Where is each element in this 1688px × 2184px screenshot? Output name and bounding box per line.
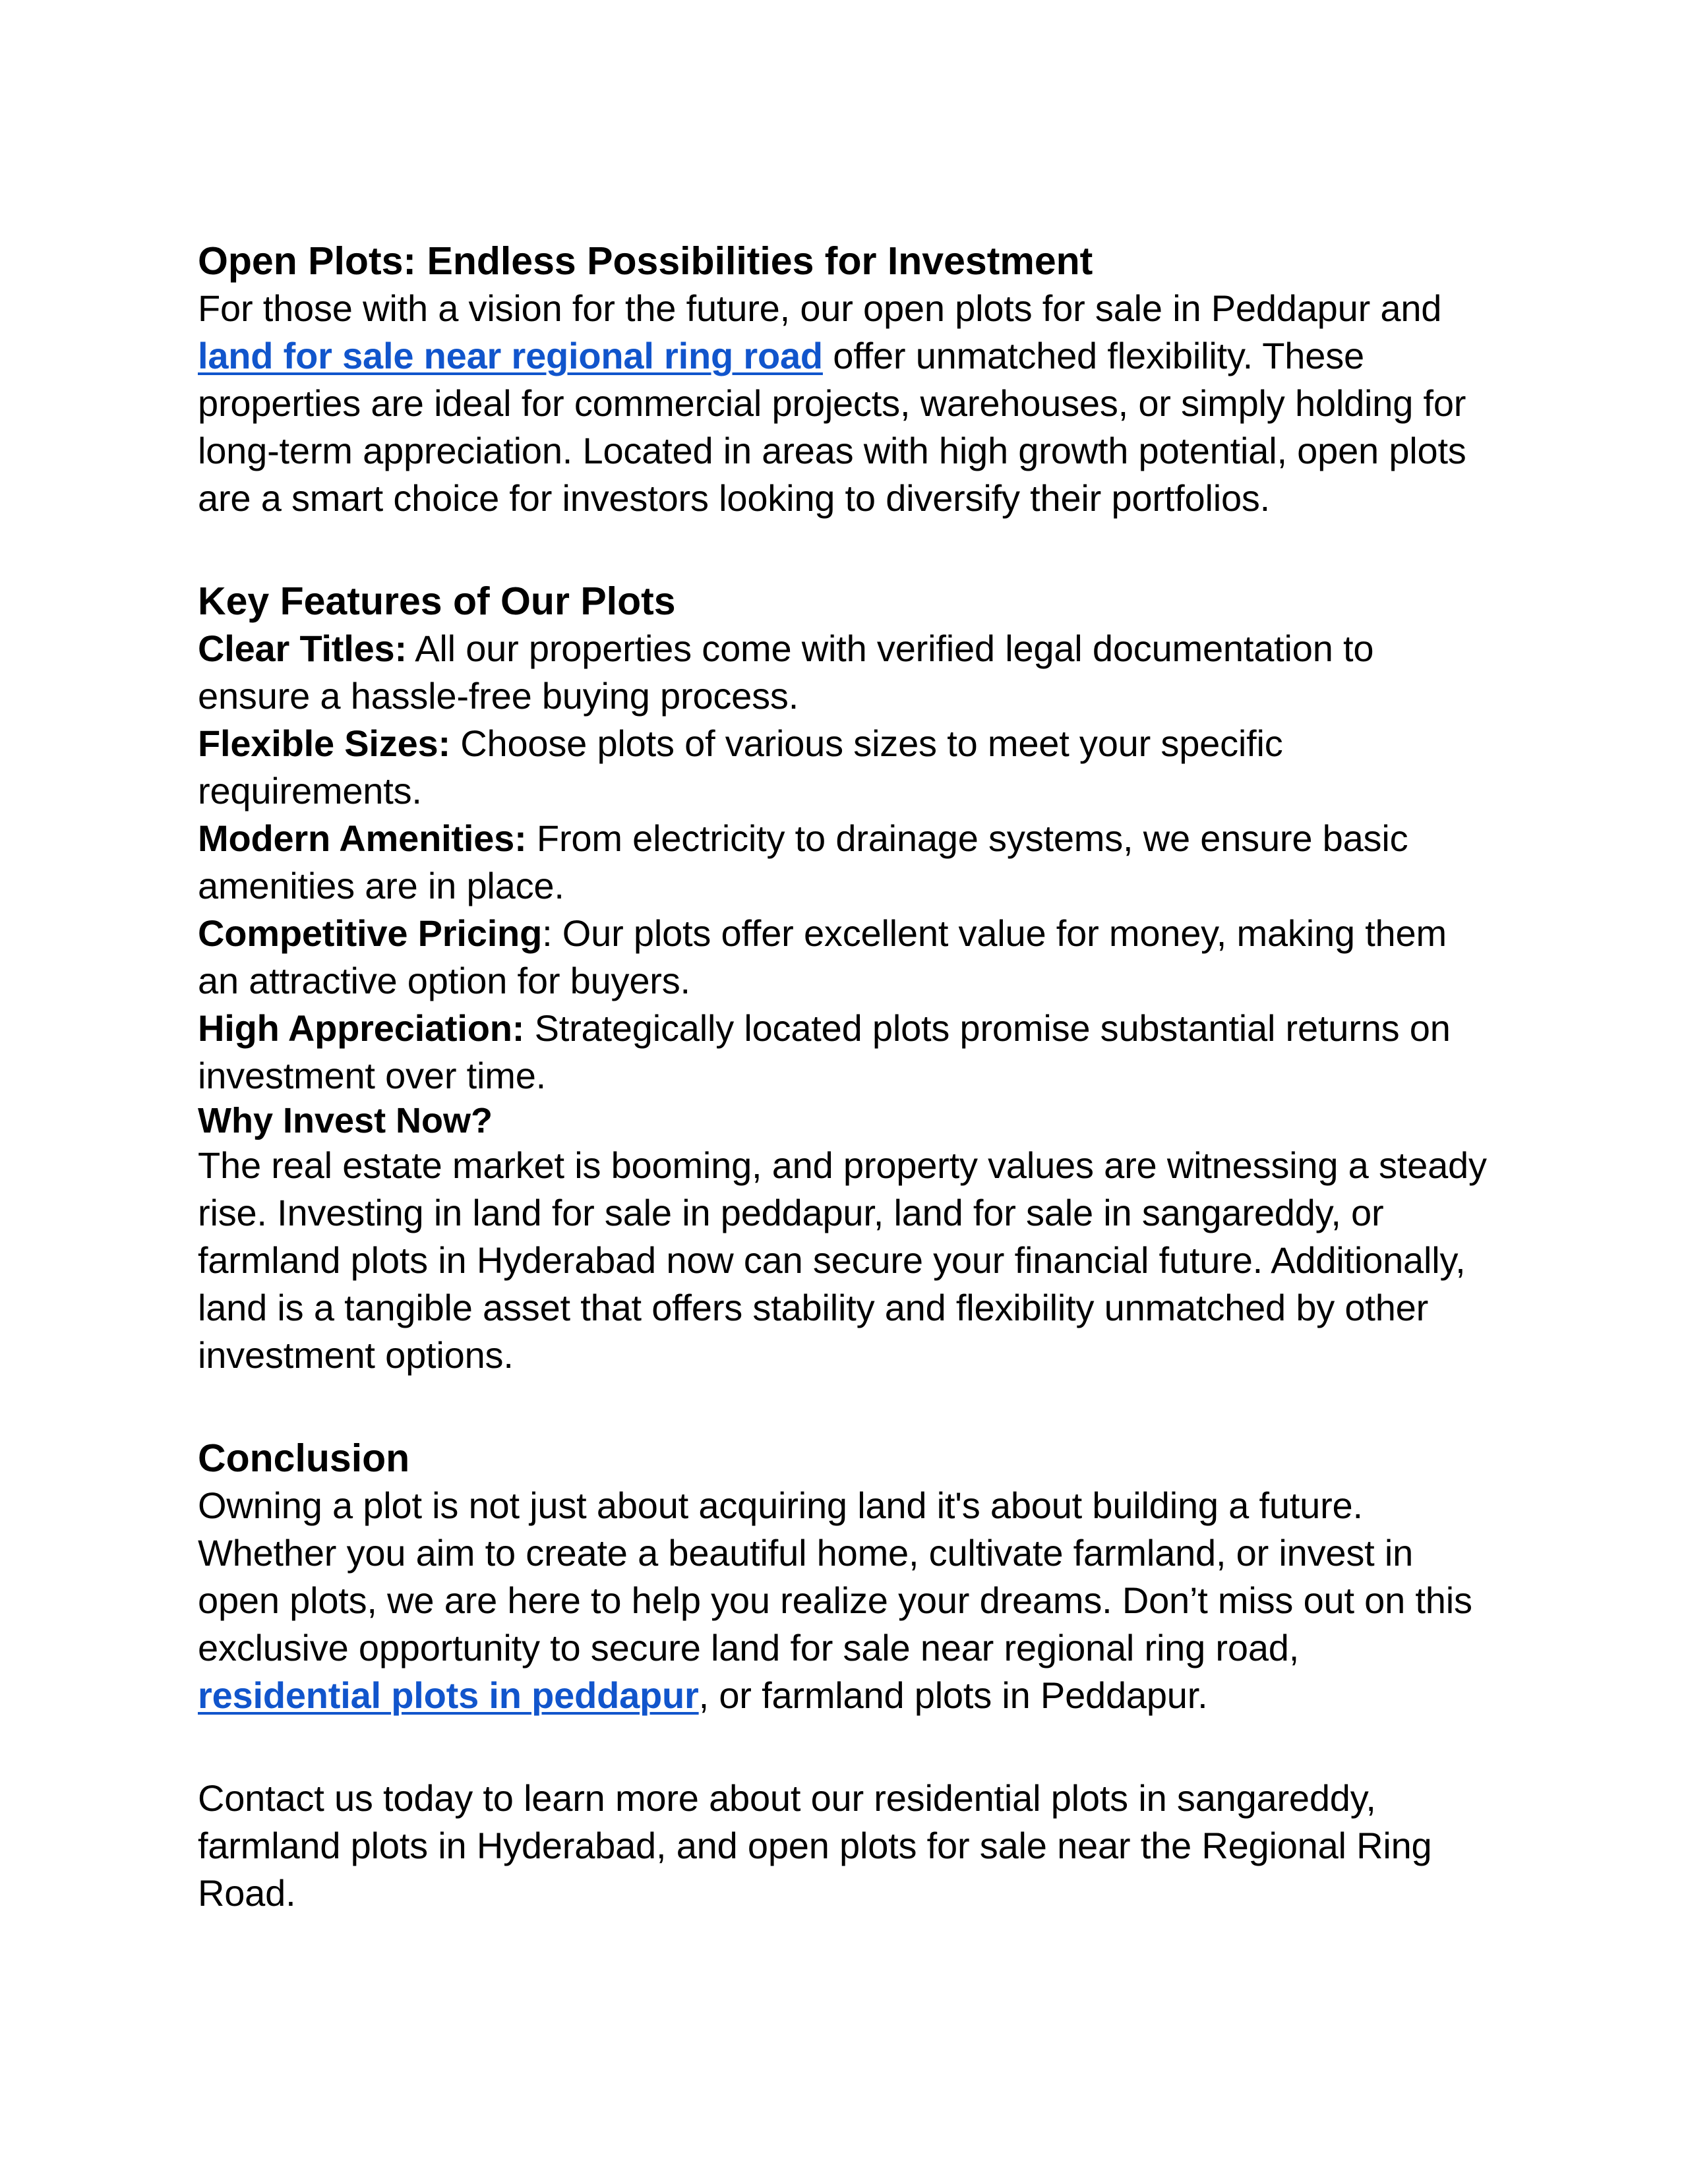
feature-text: All our properties come with verified legal documentation to ensure a hassle-free buying process. xyxy=(198,628,1374,717)
feature-item xyxy=(198,1005,1490,1100)
feature-item xyxy=(198,815,1490,910)
conclusion-paragraph xyxy=(198,1482,1490,1719)
why-invest-paragraph: The real estate market is booming, and property values are witnessing a steady rise. Investing in land for sale in peddapur, land for sale in sangareddy, or farmland plots in Hyderabad now can secure your financial future. Additionally, land is a tangible asset that offers stability and flexibility unmatched by other investment options. xyxy=(198,1144,1487,1376)
open-plots-heading: Open Plots: Endless Possibilities for Investment xyxy=(198,239,1093,283)
open-plots-text-end: offer unmatched flexibility. These properties are ideal for commercial projects, warehouses, or simply holding for long-term appreciation. Located in areas with high growth potential, open plots are a smart choice for investors looking to diversify their portfolios. xyxy=(198,335,1466,519)
why-invest-heading: Why Invest Now? xyxy=(198,1101,493,1140)
contact-paragraph: Contact us today to learn more about our residential plots in sangareddy, farmland plots in Hyderabad, and open plots for sale near the Regional Ring Road. xyxy=(198,1777,1432,1914)
conclusion-heading: Conclusion xyxy=(198,1436,410,1480)
feature-label: Modern Amenities: xyxy=(198,817,527,859)
feature-label: High Appreciation: xyxy=(198,1007,525,1049)
residential-plots-peddapur-link[interactable]: residential plots in peddapur xyxy=(198,1674,699,1716)
document-page xyxy=(198,237,1490,1917)
feature-text: Strategically located plots promise substantial returns on investment over time. xyxy=(198,1007,1451,1096)
spacer xyxy=(198,522,1490,577)
feature-item xyxy=(198,910,1490,1005)
open-plots-text-start: For those with a vision for the future, our open plots for sale in Peddapur and xyxy=(198,287,1442,329)
feature-text: Choose plots of various sizes to meet your specific requirements. xyxy=(198,723,1283,812)
feature-item xyxy=(198,720,1490,815)
feature-label: Clear Titles: xyxy=(198,628,407,669)
feature-text: From electricity to drainage systems, we ensure basic amenities are in place. xyxy=(198,817,1408,906)
spacer xyxy=(198,1379,1490,1434)
feature-label: Competitive Pricing xyxy=(198,912,543,954)
conclusion-text-start: Owning a plot is not just about acquiring land it's about building a future. Whether you aim to create a beautiful home, cultivate farmland, or invest in open plots, we are here to help you realize your dreams. Don’t miss out on this exclusive opportunity to secure land for sale near regional ring road, xyxy=(198,1485,1472,1668)
spacer xyxy=(198,1719,1490,1775)
key-features-heading: Key Features of Our Plots xyxy=(198,579,676,623)
feature-text: : Our plots offer excellent value for money, making them an attractive option for buyers. xyxy=(198,912,1447,1001)
feature-label: Flexible Sizes: xyxy=(198,723,450,764)
conclusion-text-end: , or farmland plots in Peddapur. xyxy=(698,1674,1208,1716)
open-plots-paragraph xyxy=(198,285,1490,522)
feature-item xyxy=(198,625,1490,720)
regional-ring-road-link[interactable]: land for sale near regional ring road xyxy=(198,335,823,376)
